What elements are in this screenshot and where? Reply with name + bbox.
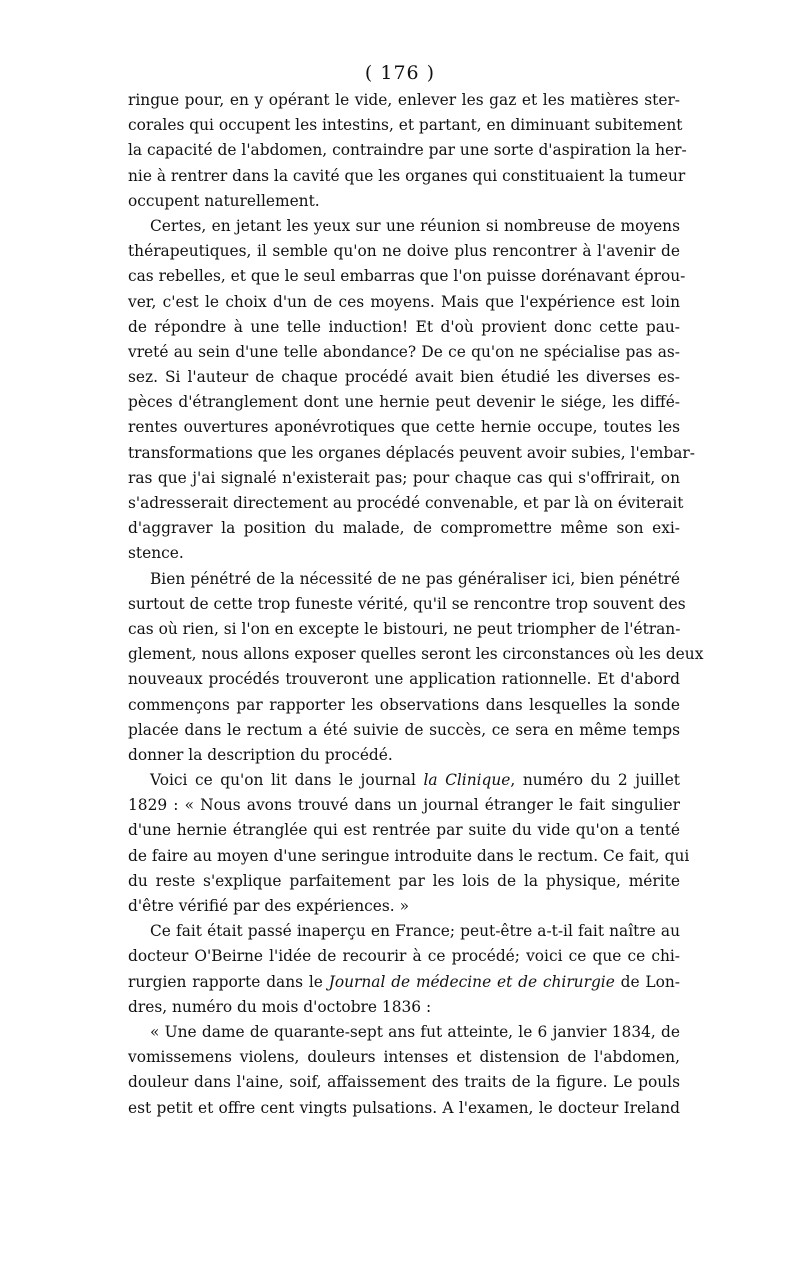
text-segment: rurgien rapporte dans le <box>128 972 329 991</box>
text-line <box>128 1020 680 1045</box>
text-segment: , numéro du 2 juillet <box>510 771 680 790</box>
text-line <box>128 340 680 365</box>
text-segment: rentes ouvertures aponévrotiques que cette hernie occupe, toutes les <box>128 418 680 437</box>
text-segment: de Lon- <box>614 972 681 991</box>
text-line <box>128 995 680 1020</box>
text-segment: ringue pour, en y opérant le vide, enlever les gaz et les matières ster- <box>128 91 680 109</box>
text-line <box>128 390 680 415</box>
text-segment: ras que j'ai signalé n'existerait pas; pour chaque cas qui s'offrirait, on <box>128 468 680 487</box>
text-segment: la capacité de l'abdomen, contraindre par une sorte d'aspiration la her- <box>128 141 687 160</box>
text-line <box>128 415 680 440</box>
text-line <box>128 718 680 743</box>
text-segment: « Une dame de quarante-sept ans fut atteinte, le 6 janvier 1834, de <box>150 1022 680 1041</box>
text-segment: nie à rentrer dans la cavité que les organes qui constituaient la tumeur <box>128 166 686 185</box>
text-line <box>128 642 704 667</box>
text-line <box>128 113 683 138</box>
text-line <box>128 1070 680 1095</box>
text-segment: du reste s'explique parfaitement par les lois de la physique, mérite <box>128 871 680 890</box>
text-line <box>128 567 680 592</box>
text-line <box>128 919 680 944</box>
text-line <box>128 818 680 843</box>
text-segment: vomissemens violens, douleurs intenses et distension de l'abdomen, <box>128 1048 680 1067</box>
text-segment: d'aggraver la position du malade, de compromettre même son exi- <box>128 519 680 538</box>
text-segment: placée dans le rectum a été suivie de succès, ce sera en même temps <box>128 720 680 739</box>
text-segment: docteur O'Beirne l'idée de recourir à ce procédé; voici ce que ce chi- <box>128 947 680 966</box>
text-segment: 1829 : « Nous avons trouvé dans un journal étranger le fait singulier <box>128 796 680 815</box>
text-segment: d'être vérifié par des expériences. » <box>128 897 409 915</box>
text-line <box>128 315 680 340</box>
text-line <box>128 290 680 315</box>
text-segment: occupent naturellement. <box>128 191 320 210</box>
text-segment: thérapeutiques, il semble qu'on ne doive plus rencontrer à l'avenir de <box>128 242 680 261</box>
text-line <box>128 1096 680 1121</box>
text-line <box>128 768 680 793</box>
text-line <box>128 1045 680 1070</box>
text-segment: est petit et offre cent vingts pulsations. A l'examen, le docteur Ireland <box>128 1098 680 1117</box>
text-segment: pèces d'étranglement dont une hernie peut devenir le siége, les diffé- <box>128 393 680 412</box>
text-line <box>128 138 687 163</box>
text-segment: Ce fait était passé inaperçu en France; peut-être a-t-il fait naître au <box>150 922 680 941</box>
text-line <box>128 541 680 566</box>
text-segment: nouveaux procédés trouveront une application rationnelle. Et d'abord <box>128 670 680 689</box>
text-line <box>128 239 680 264</box>
text-line <box>128 844 690 869</box>
text-segment: Bien pénétré de la nécessité de ne pas généraliser ici, bien pénétré <box>150 569 680 588</box>
text-segment: ver, c'est le choix d'un de ces moyens. Mais que l'expérience est loin <box>128 292 680 311</box>
text-segment: cas rebelles, et que le seul embarras que l'on puisse dorénavant éprou- <box>128 267 686 286</box>
text-segment: glement, nous allons exposer quelles seront les circonstances où les deux <box>128 645 704 664</box>
text-line <box>128 793 680 818</box>
text-segment: Voici ce qu'on lit dans le journal <box>150 771 424 790</box>
text-segment: de faire au moyen d'une seringue introduite dans le rectum. Ce fait, qui <box>128 846 690 865</box>
text-segment: sez. Si l'auteur de chaque procédé avait bien étudié les diverses es- <box>128 368 680 387</box>
text-segment: douleur dans l'aine, soif, affaissement des traits de la figure. Le pouls <box>128 1073 680 1092</box>
text-segment: dres, numéro du mois d'octobre 1836 : <box>128 997 432 1016</box>
text-segment: de répondre à une telle induction! Et d'où provient donc cette pau- <box>128 317 680 336</box>
text-segment: cas où rien, si l'on en excepte le bistouri, ne peut triompher de l'étran- <box>128 619 681 638</box>
text-line <box>128 264 686 289</box>
text-line <box>128 944 680 969</box>
text-line <box>128 592 686 617</box>
body-text <box>128 88 704 1121</box>
text-line <box>128 869 680 894</box>
text-segment: transformations que les organes déplacés peuvent avoir subies, l'embar- <box>128 443 695 462</box>
text-segment: vreté au sein d'une telle abondance? De ce qu'on ne spécialise pas as- <box>128 342 680 361</box>
italic-title: Journal de médecine et de chirurgie <box>328 972 615 991</box>
text-line <box>128 365 680 390</box>
page-number: ( 176 ) <box>364 62 436 84</box>
text-segment: d'une hernie étranglée qui est rentrée par suite du vide qu'on a tenté <box>128 821 680 840</box>
text-line <box>128 743 680 768</box>
italic-title: la Clinique <box>423 771 511 790</box>
text-line <box>128 970 680 995</box>
text-line <box>128 189 680 214</box>
text-line <box>128 491 684 516</box>
text-line <box>128 214 680 239</box>
text-segment: donner la description du procédé. <box>128 745 393 764</box>
text-line <box>128 617 680 642</box>
text-segment: commençons par rapporter les observations dans lesquelles la sonde <box>128 695 680 714</box>
text-segment: surtout de cette trop funeste vérité, qu'il se rencontre trop souvent des <box>128 594 686 613</box>
text-segment: corales qui occupent les intestins, et partant, en diminuant subitement <box>128 116 683 135</box>
text-line <box>128 466 680 491</box>
text-segment: stence. <box>128 544 184 563</box>
text-line <box>128 693 680 718</box>
text-line <box>128 894 680 919</box>
text-line <box>128 667 680 692</box>
text-line <box>128 441 695 466</box>
text-line <box>128 164 686 189</box>
text-line <box>128 88 680 113</box>
text-segment: Certes, en jetant les yeux sur une réunion si nombreuse de moyens <box>150 216 680 235</box>
text-line <box>128 516 680 541</box>
text-segment: s'adresserait directement au procédé convenable, et par là on éviterait <box>128 494 684 512</box>
